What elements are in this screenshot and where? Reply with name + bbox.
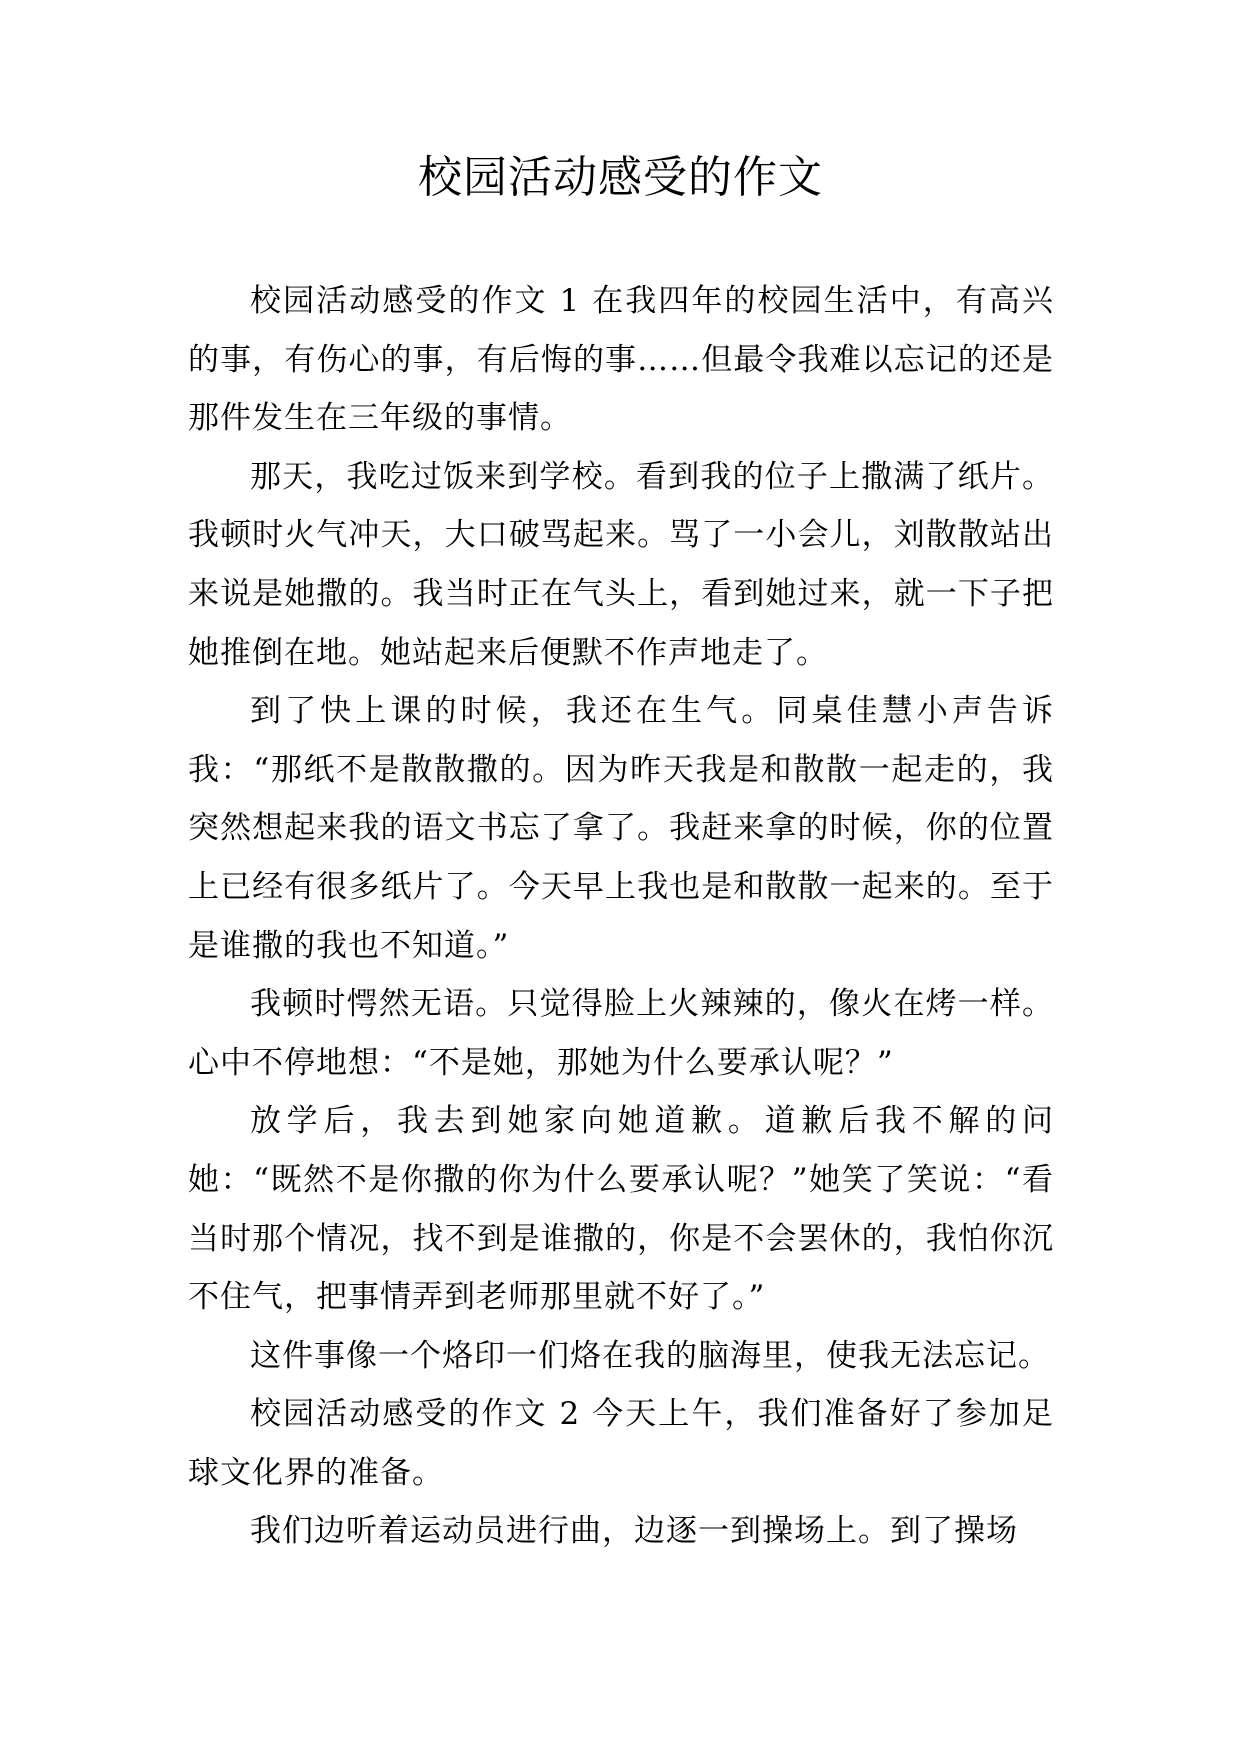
paragraph: 校园活动感受的作文 1 在我四年的校园生活中，有高兴的事，有伤心的事，有后悔的事……但最令我难以忘记的还是那件发生在三年级的事情。 [188, 283, 1054, 437]
paragraph: 校园活动感受的作文 2 今天上午，我们准备好了参加足球文化界的准备。 [188, 1396, 1054, 1491]
paragraph: 我顿时愕然无语。只觉得脸上火辣辣的，像火在烤一样。心中不停地想：“不是她，那她为什么要承认呢？” [188, 986, 1054, 1081]
paragraph: 那天，我吃过饭来到学校。看到我的位子上撒满了纸片。我顿时火气冲天，大口破骂起来。骂了一小会儿，刘散散站出来说是她撒的。我当时正在气头上，看到她过来，就一下子把她推倒在地。她站起来后便默不作声地走了。 [188, 458, 1054, 671]
document-body [188, 272, 1054, 1561]
paragraph: 到了快上课的时候，我还在生气。同桌佳慧小声告诉我：“那纸不是散散撒的。因为昨天我是和散散一起走的，我突然想起来我的语文书忘了拿了。我赶来拿的时候，你的位置上已经有很多纸片了。今天早上我也是和散散一起来的。至于是谁撒的我也不知道。” [188, 693, 1054, 964]
paragraph: 这件事像一个烙印一们烙在我的脑海里，使我无法忘记。 [250, 1337, 1050, 1374]
paragraph: 放学后，我去到她家向她道歉。道歉后我不解的问她：“既然不是你撒的你为什么要承认呢？”她笑了笑说：“看当时那个情况，找不到是谁撒的，你是不会罢休的，我怕你沉不住气，把事情弄到老师那里就不好了。” [188, 1103, 1054, 1316]
paragraph: 我们边听着运动员进行曲，边逐一到操场上。到了操场 [250, 1513, 1018, 1550]
document-title: 校园活动感受的作文 [418, 152, 823, 203]
